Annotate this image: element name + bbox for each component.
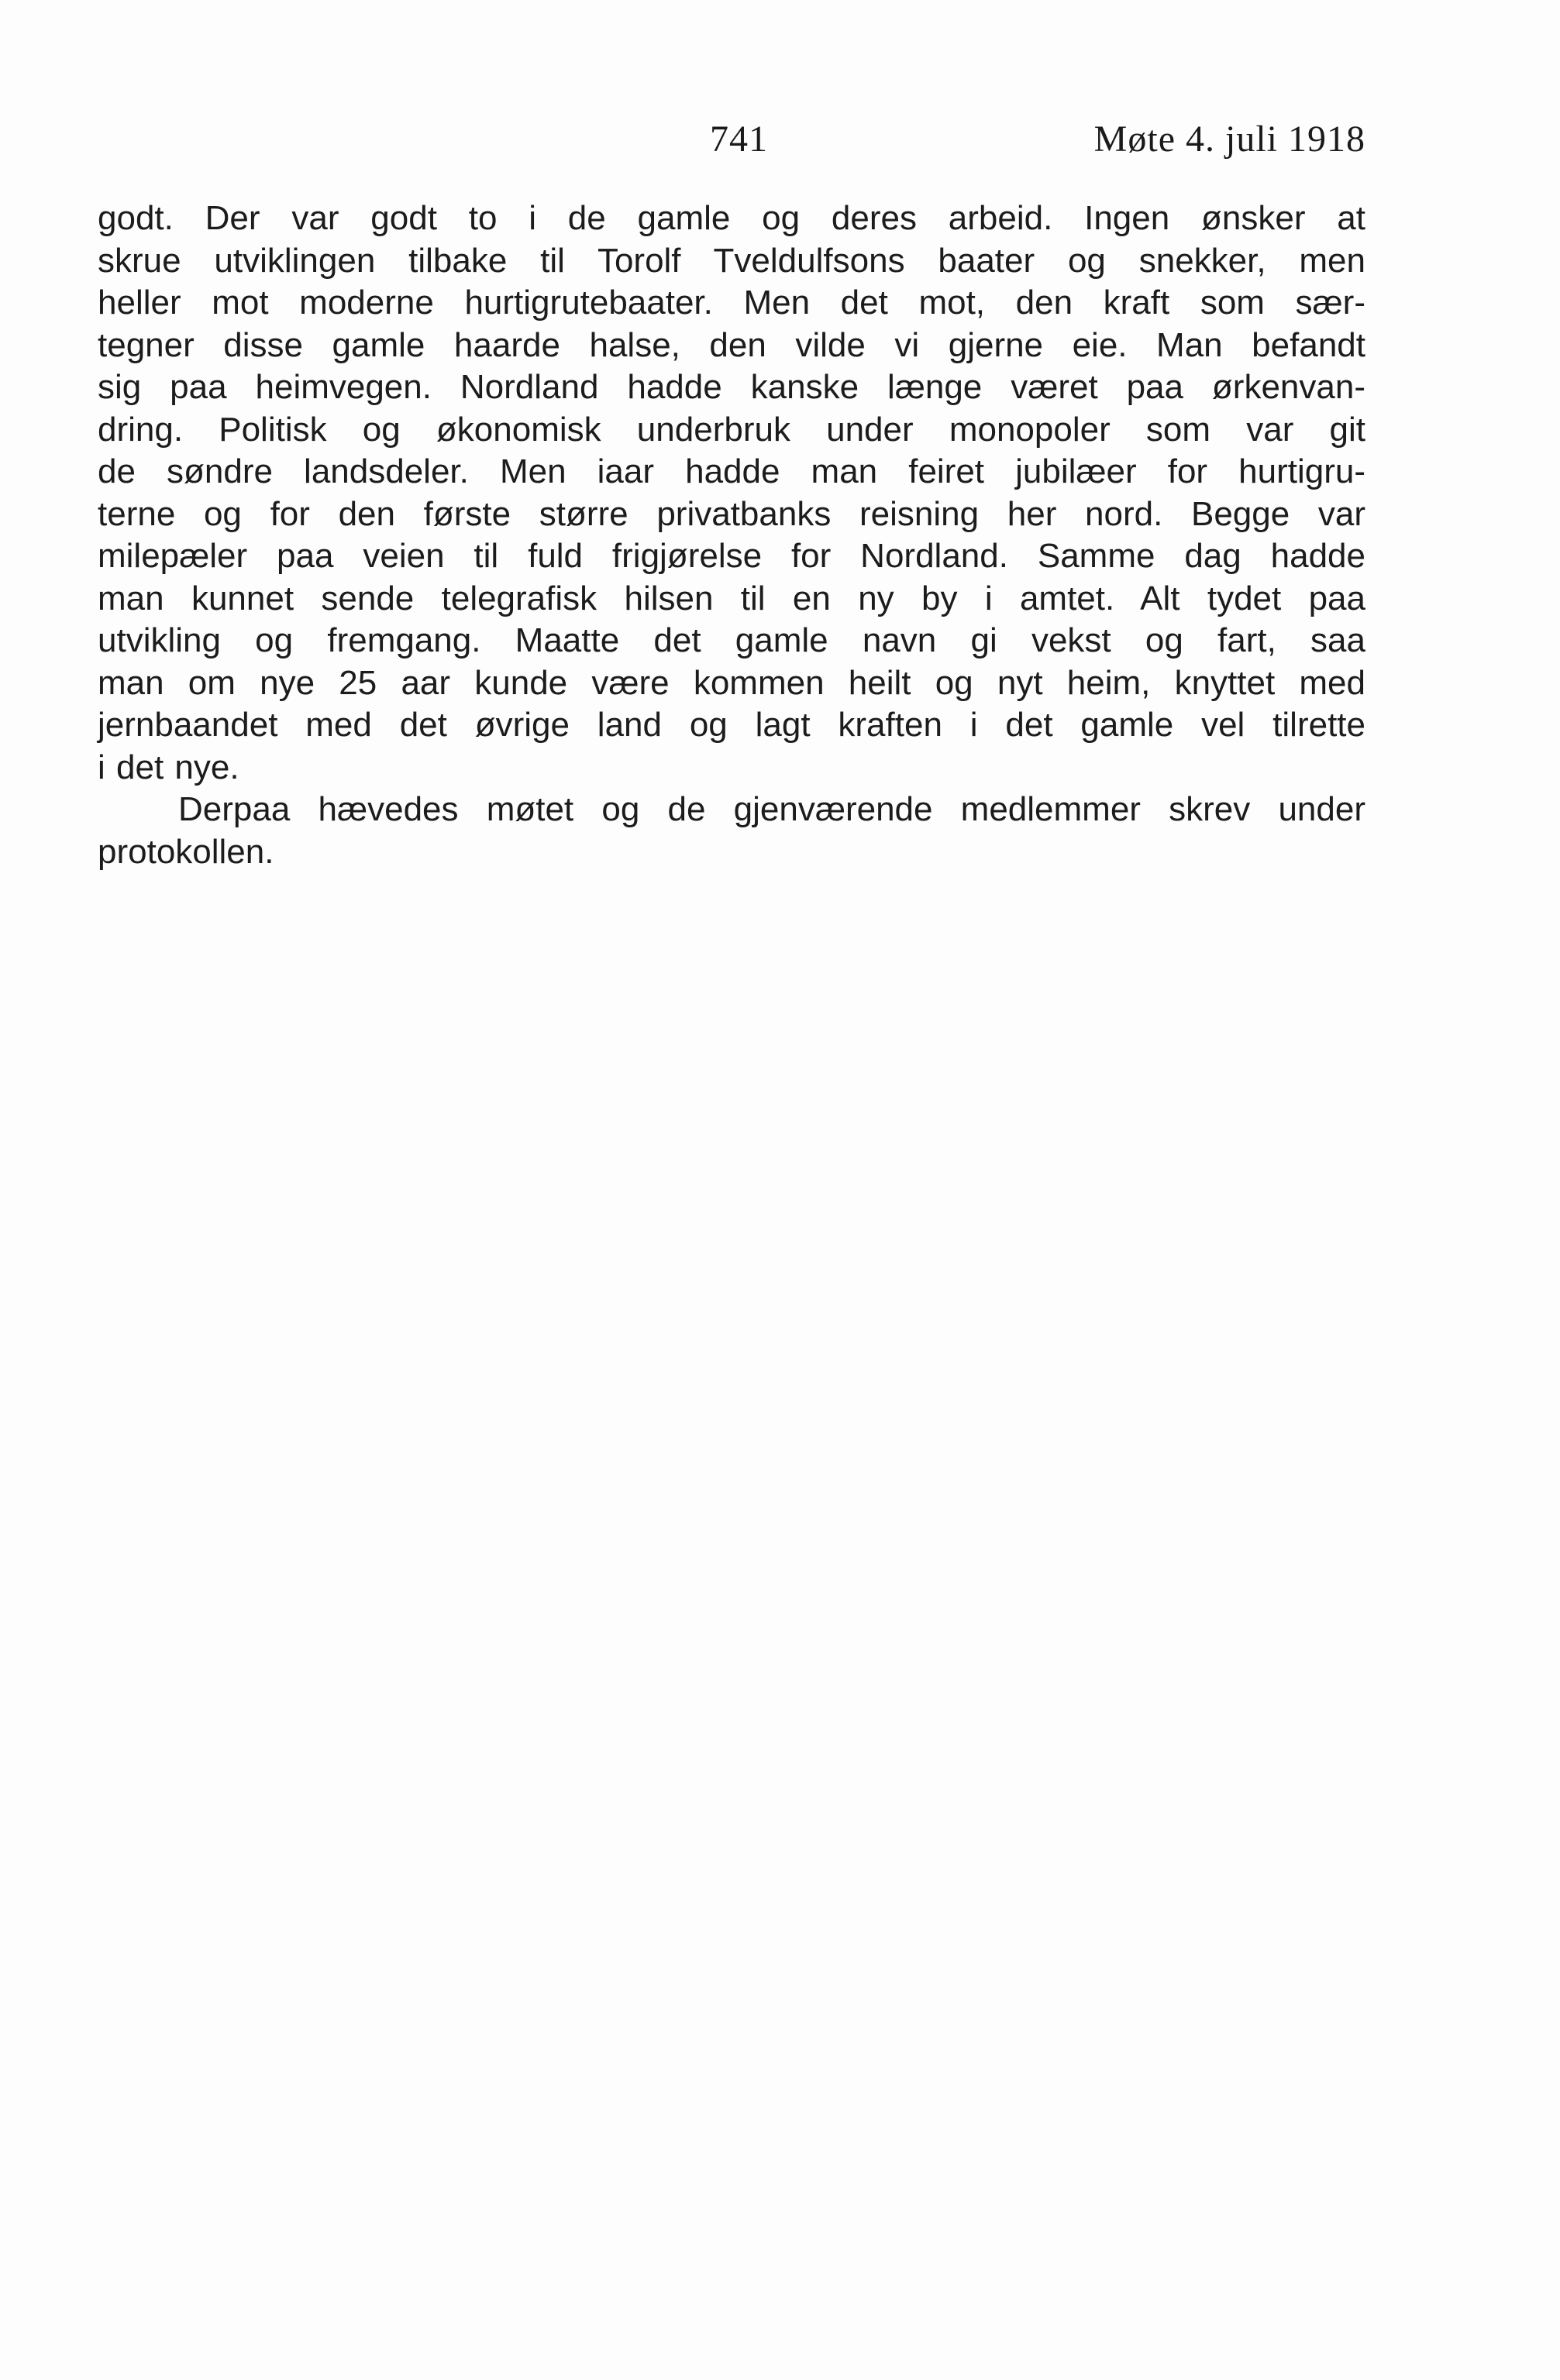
paragraph-2 — [98, 789, 1365, 873]
text-line: tegner disse gamle haarde halse, den vilde vi gjerne eie. Man befandt — [98, 325, 1365, 364]
text-line: dring. Politisk og økonomisk underbruk under monopoler som var git — [98, 410, 1365, 449]
text-line: utvikling og fremgang. Maatte det gamle navn gi vekst og fart, saa — [98, 621, 1365, 659]
text-line: man kunnet sende telegrafisk hilsen til en ny by i amtet. Alt tydet paa — [98, 579, 1365, 617]
text-line: terne og for den første større privatbanks reisning her nord. Begge var — [98, 494, 1365, 533]
page-header — [98, 116, 1365, 170]
text-line: milepæler paa veien til fuld frigjørelse for Nordland. Samme dag hadde — [98, 537, 1365, 575]
text-line: protokollen. — [98, 832, 274, 871]
page-number: 741 — [710, 119, 768, 160]
text-line: jernbaandet med det øvrige land og lagt kraften i det gamle vel tilrette — [98, 706, 1365, 744]
text-line: godt. Der var godt to i de gamle og deres arbeid. Ingen ønsker at — [98, 199, 1365, 237]
paragraph-1 — [98, 198, 1365, 789]
text-line: sig paa heimvegen. Nordland hadde kanske længe været paa ørkenvan- — [98, 368, 1365, 406]
text-line: Derpaa hævedes møtet og de gjenværende medlemmer skrev under — [178, 790, 1365, 828]
text-line: man om nye 25 aar kunde være kommen heilt og nyt heim, knyttet med — [98, 663, 1365, 702]
text-line: skrue utviklingen tilbake til Torolf Tveldulfsons baater og snekker, men — [98, 241, 1365, 280]
text-line: heller mot moderne hurtigrutebaater. Men det mot, den kraft som sær- — [98, 284, 1365, 322]
text-line: i det nye. — [98, 748, 239, 786]
text-line: de søndre landsdeler. Men iaar hadde man feiret jubilæer for hurtigru- — [98, 452, 1365, 490]
body-text — [98, 198, 1365, 873]
meeting-date: Møte 4. juli 1918 — [1093, 119, 1365, 160]
